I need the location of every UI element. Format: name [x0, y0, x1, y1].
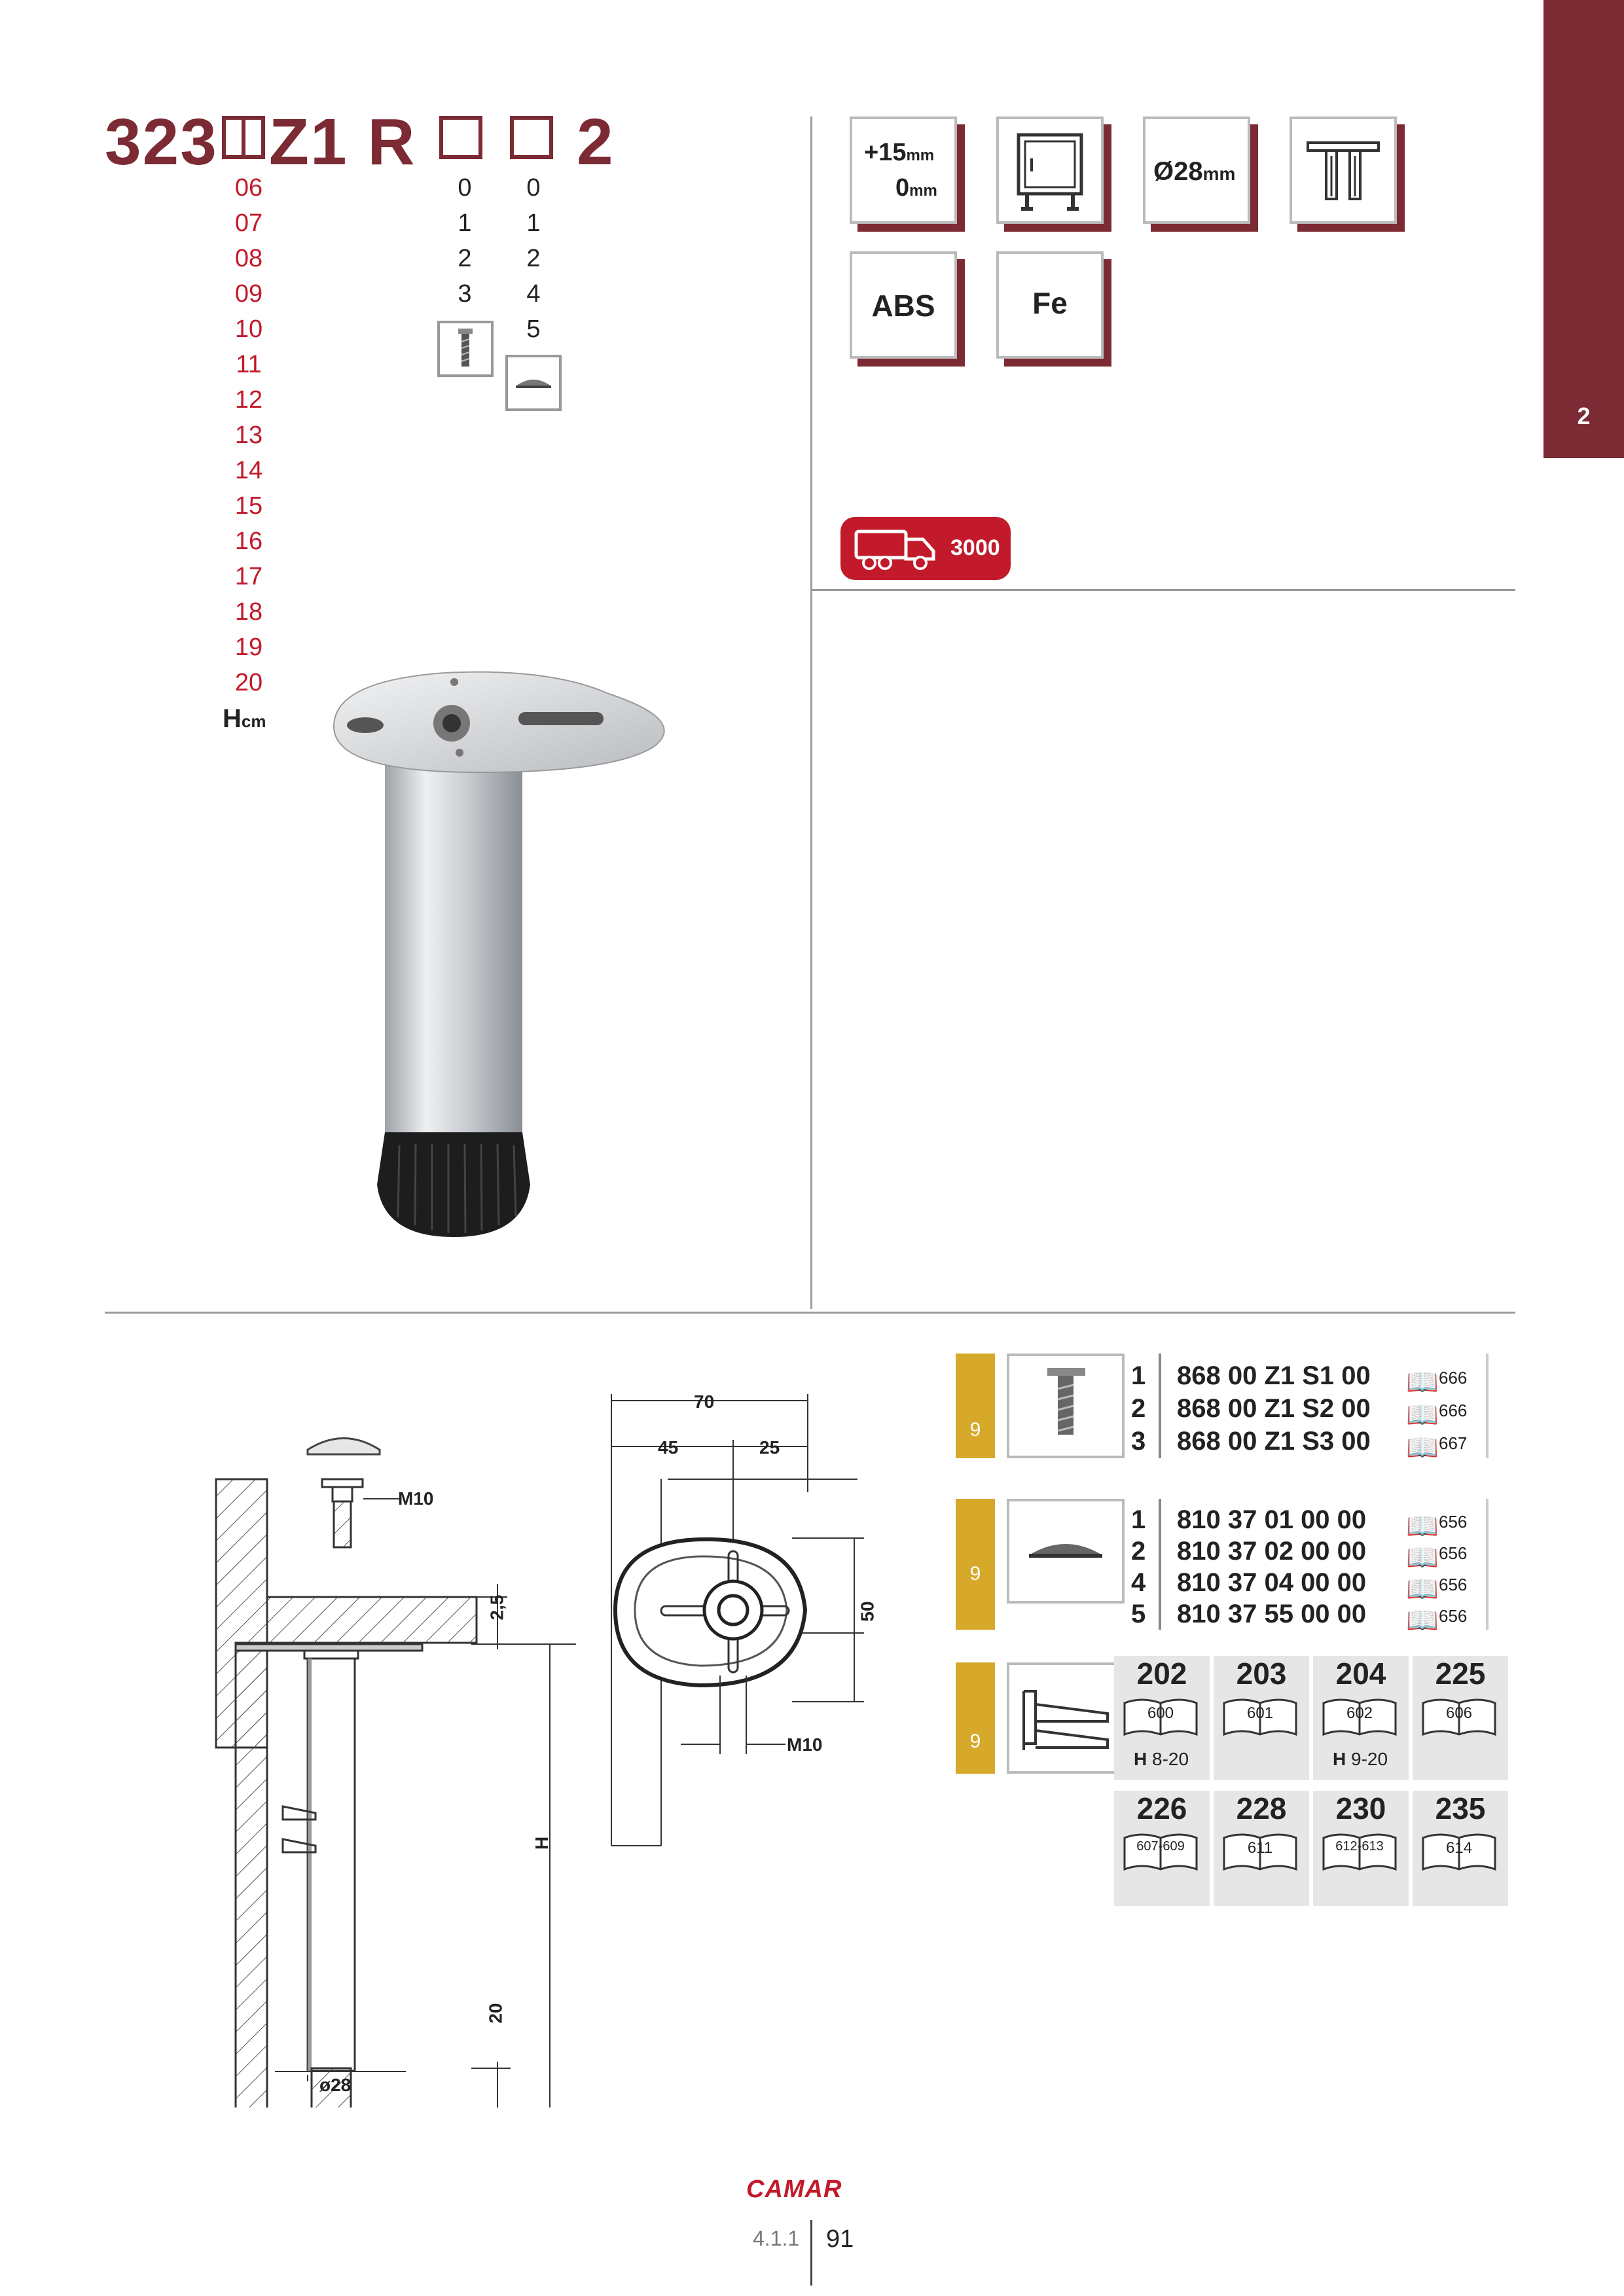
dim-m10-bottom: M10: [787, 1734, 823, 1755]
screw-option: 1: [458, 209, 472, 237]
dim-70: 70: [694, 1391, 715, 1412]
material-abs-icon: ABS: [850, 251, 957, 359]
clip-model-cell: 203 601: [1214, 1656, 1312, 1780]
screw-option: 2: [458, 245, 472, 272]
height-item: 13: [234, 422, 263, 449]
clip-model-cell: 228 611: [1214, 1791, 1312, 1906]
cap-icon: [508, 357, 559, 408]
code-prefix: 323: [105, 105, 218, 179]
clip-model-cell: 204 602 H 9-20: [1313, 1656, 1411, 1780]
cap-option: 4: [526, 280, 541, 308]
diameter-icon: Ø28mm: [1143, 117, 1250, 224]
clip-image: [1007, 1662, 1125, 1774]
chapter-tab: [1543, 0, 1624, 458]
catalog-book-icon: 📖: [1406, 1512, 1439, 1541]
screw-image: [1007, 1354, 1125, 1458]
truck-icon: [852, 525, 944, 573]
height-item: 17: [234, 563, 263, 590]
chapter-number: 2: [1577, 403, 1591, 429]
accessory-tag: 9: [956, 1354, 995, 1458]
accessory-caps: 9 1 810 37 01 00 00 📖 656 2 810 37 02 00 00 📖 656 4 810 37 04 00 00 📖 656 5 810 37 55 00 00 📖 656: [956, 1499, 1519, 1617]
section-divider: [105, 1312, 1515, 1314]
height-code-box: [222, 116, 265, 159]
height-item: 18: [234, 598, 263, 626]
dim-m10-top: M10: [398, 1488, 434, 1509]
cap-option: 0: [526, 174, 541, 202]
height-adjust-icon: +15mm 0mm: [850, 117, 957, 224]
dim-45: 45: [658, 1437, 679, 1458]
height-item: 12: [234, 386, 263, 414]
height-item: 15: [234, 492, 263, 520]
accessory-tag: 9: [956, 1662, 995, 1774]
page-number: 91: [826, 2225, 854, 2253]
height-unit: Hcm: [223, 704, 266, 733]
dim-20: 20: [485, 2003, 506, 2024]
cap-option: 1: [526, 209, 541, 237]
dim-dia28: ø28: [319, 2075, 352, 2095]
catalog-book-icon: 📖: [1406, 1433, 1439, 1462]
code-suffix: 2: [576, 105, 615, 179]
cap-option: 5: [526, 315, 541, 343]
product-photo: [314, 655, 707, 1244]
clip-model-cell: 202 600 H 8-20: [1114, 1656, 1212, 1780]
cap-thumb: [505, 355, 562, 411]
screw-option: 3: [458, 280, 472, 308]
height-item: 11: [236, 351, 262, 378]
product-code: [105, 105, 615, 180]
code-model: Z1 R: [268, 105, 416, 179]
material-fe-icon: Fe: [996, 251, 1104, 359]
catalog-book-icon: 📖: [1406, 1543, 1439, 1572]
height-item: 06: [234, 174, 263, 202]
top-view-drawing: [596, 1388, 877, 1859]
cabinet-icon: [996, 117, 1104, 224]
option-box-1: [439, 116, 482, 159]
side-section-drawing: [209, 1414, 655, 2108]
dim-2-5: 2,5: [486, 1594, 507, 1621]
option-box-2: [510, 116, 553, 159]
height-item: 08: [234, 245, 263, 272]
shipping-quantity-badge: [840, 517, 1011, 580]
shipping-qty: 3000: [950, 535, 1000, 560]
fixing-plate-icon: [1290, 117, 1397, 224]
height-item: 19: [234, 634, 263, 661]
clip-model-cell: 230 612-613: [1313, 1791, 1411, 1906]
clip-icon: [1009, 1665, 1122, 1771]
cap-option: 2: [526, 245, 541, 272]
catalog-book-icon: 📖: [1406, 1368, 1439, 1397]
dim-50: 50: [857, 1601, 878, 1622]
screw-thumb: [437, 321, 494, 377]
screw-icon: [440, 323, 491, 374]
screw-icon: [1009, 1356, 1122, 1456]
footer-divider: [810, 2220, 812, 2286]
dim-h: H: [532, 1836, 552, 1850]
clip-model-cell: 226 607-609: [1114, 1791, 1212, 1906]
height-item: 20: [234, 669, 263, 696]
catalog-book-icon: 📖: [1406, 1575, 1439, 1604]
cap-icon: [1009, 1501, 1122, 1601]
cap-image: [1007, 1499, 1125, 1604]
height-item: 14: [234, 457, 263, 484]
screw-option: 0: [458, 174, 472, 202]
height-item: 10: [234, 315, 263, 343]
catalog-book-icon: 📖: [1406, 1606, 1439, 1635]
accessory-tag: 9: [956, 1499, 995, 1630]
section-number: 4.1.1: [753, 2227, 800, 2250]
brand-logo: CAMAR: [746, 2176, 842, 2203]
dim-25: 25: [759, 1437, 780, 1458]
height-item: 09: [234, 280, 263, 308]
height-item: 16: [234, 528, 263, 555]
features-divider: [812, 589, 1515, 591]
accessory-screws: 9 1 868 00 Z1 S1 00 📖 666 2 868 00 Z1 S2 00 📖 666 3 868 00 Z1 S3 00 📖 667: [956, 1354, 1519, 1471]
clip-model-cell: 225 606: [1413, 1656, 1511, 1780]
catalog-book-icon: 📖: [1406, 1401, 1439, 1429]
height-item: 07: [234, 209, 263, 237]
clip-model-cell: 235 614: [1413, 1791, 1511, 1906]
vertical-divider: [810, 117, 812, 1309]
